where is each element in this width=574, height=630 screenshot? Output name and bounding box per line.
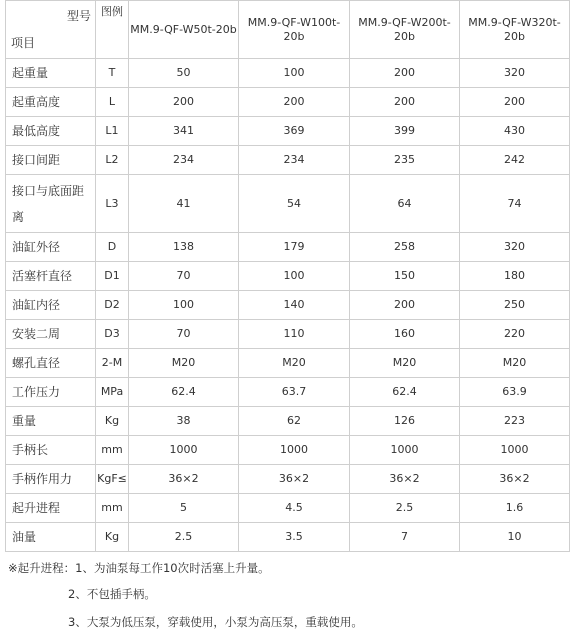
- value-cell: 3.5: [239, 523, 350, 552]
- value-cell: 63.9: [460, 378, 570, 407]
- value-cell: 150: [350, 262, 460, 291]
- value-cell: 369: [239, 117, 350, 146]
- value-cell: 320: [460, 59, 570, 88]
- symbol-cell: T: [96, 59, 129, 88]
- value-cell: 1000: [350, 436, 460, 465]
- value-cell: M20: [129, 349, 239, 378]
- value-cell: 200: [350, 88, 460, 117]
- table-row: [6, 291, 570, 320]
- row-name-cell: 油缸外径: [6, 233, 96, 262]
- note-line: 3、大泵为低压泵，穿载使用，小泵为高压泵，重载使用。: [68, 615, 363, 629]
- row-name-cell: 最低高度: [6, 117, 96, 146]
- value-cell: 100: [129, 291, 239, 320]
- model-header-cell: [350, 1, 460, 59]
- row-name-cell: 起重高度: [6, 88, 96, 117]
- row-name-cell: 接口间距: [6, 146, 96, 175]
- value-cell: M20: [239, 349, 350, 378]
- note-line: ※起升进程：1、为油泵每工作10次时活塞上升量。: [8, 561, 270, 575]
- symbol-cell: L: [96, 88, 129, 117]
- value-cell: 100: [239, 59, 350, 88]
- symbol-cell: L1: [96, 117, 129, 146]
- value-cell: 36×2: [129, 465, 239, 494]
- table-row: [6, 320, 570, 349]
- value-cell: M20: [460, 349, 570, 378]
- symbol-cell: D3: [96, 320, 129, 349]
- value-cell: 250: [460, 291, 570, 320]
- value-cell: 1.6: [460, 494, 570, 523]
- symbol-cell: mm: [96, 436, 129, 465]
- value-cell: 2.5: [350, 494, 460, 523]
- table-row: [6, 88, 570, 117]
- symbol-label: 图例: [101, 5, 123, 18]
- value-cell: 242: [460, 146, 570, 175]
- row-name-cell: 起重量: [6, 59, 96, 88]
- model-label: 型号: [66, 9, 91, 23]
- table-row: [6, 378, 570, 407]
- model-name: MM.9-QF-W200t-20b: [358, 16, 451, 43]
- row-name-cell: 工作压力: [6, 378, 96, 407]
- value-cell: 54: [239, 175, 350, 233]
- value-cell: M20: [350, 349, 460, 378]
- table-row: [6, 407, 570, 436]
- row-name-cell: 起升进程: [6, 494, 96, 523]
- value-cell: 140: [239, 291, 350, 320]
- row-name-cell: 手柄长: [6, 436, 96, 465]
- row-name-cell: 接口与底面距离: [6, 175, 96, 233]
- row-name-cell: 手柄作用力: [6, 465, 96, 494]
- value-cell: 200: [350, 291, 460, 320]
- value-cell: 70: [129, 320, 239, 349]
- value-cell: 200: [350, 59, 460, 88]
- header-corner-cell: [6, 1, 96, 59]
- note-line: 2、不包插手柄。: [68, 587, 156, 601]
- table-row: [6, 465, 570, 494]
- value-cell: 38: [129, 407, 239, 436]
- value-cell: 220: [460, 320, 570, 349]
- symbol-cell: D2: [96, 291, 129, 320]
- symbol-cell: D: [96, 233, 129, 262]
- table-row: [6, 146, 570, 175]
- model-header-cell: [239, 1, 350, 59]
- value-cell: 62.4: [350, 378, 460, 407]
- value-cell: 5: [129, 494, 239, 523]
- row-name-cell: 螺孔直径: [6, 349, 96, 378]
- value-cell: 36×2: [460, 465, 570, 494]
- value-cell: 430: [460, 117, 570, 146]
- symbol-cell: mm: [96, 494, 129, 523]
- value-cell: 62: [239, 407, 350, 436]
- table-row: [6, 349, 570, 378]
- value-cell: 62.4: [129, 378, 239, 407]
- value-cell: 36×2: [350, 465, 460, 494]
- value-cell: 1000: [460, 436, 570, 465]
- row-name-cell: 重量: [6, 407, 96, 436]
- value-cell: 341: [129, 117, 239, 146]
- value-cell: 138: [129, 233, 239, 262]
- value-cell: 320: [460, 233, 570, 262]
- value-cell: 41: [129, 175, 239, 233]
- row-name-cell: 活塞杆直径: [6, 262, 96, 291]
- value-cell: 7: [350, 523, 460, 552]
- value-cell: 50: [129, 59, 239, 88]
- table-row: [6, 233, 570, 262]
- symbol-cell: L3: [96, 175, 129, 233]
- value-cell: 200: [129, 88, 239, 117]
- value-cell: 1000: [129, 436, 239, 465]
- value-cell: 4.5: [239, 494, 350, 523]
- value-cell: 2.5: [129, 523, 239, 552]
- table-row: [6, 59, 570, 88]
- value-cell: 63.7: [239, 378, 350, 407]
- table-row: [6, 117, 570, 146]
- model-name: MM.9-QF-W50t-20b: [130, 22, 237, 36]
- value-cell: 200: [460, 88, 570, 117]
- table-row: [6, 494, 570, 523]
- symbol-cell: D1: [96, 262, 129, 291]
- value-cell: 179: [239, 233, 350, 262]
- model-header-cell: [129, 1, 239, 59]
- symbol-cell: MPa: [96, 378, 129, 407]
- symbol-cell: L2: [96, 146, 129, 175]
- value-cell: 110: [239, 320, 350, 349]
- value-cell: 70: [129, 262, 239, 291]
- model-name: MM.9-QF-W320t-20b: [468, 16, 561, 43]
- row-name-cell: 安装二周: [6, 320, 96, 349]
- symbol-cell: Kg: [96, 523, 129, 552]
- value-cell: 180: [460, 262, 570, 291]
- table-row: [6, 436, 570, 465]
- symbol-header-cell: [96, 1, 129, 59]
- value-cell: 200: [239, 88, 350, 117]
- value-cell: 223: [460, 407, 570, 436]
- value-cell: 10: [460, 523, 570, 552]
- value-cell: 100: [239, 262, 350, 291]
- symbol-cell: 2-M: [96, 349, 129, 378]
- value-cell: 258: [350, 233, 460, 262]
- spec-table: [5, 0, 570, 552]
- row-name-cell: 油缸内径: [6, 291, 96, 320]
- table-row: [6, 262, 570, 291]
- value-cell: 74: [460, 175, 570, 233]
- value-cell: 36×2: [239, 465, 350, 494]
- table-row: [6, 523, 570, 552]
- model-header-cell: [460, 1, 570, 59]
- value-cell: 64: [350, 175, 460, 233]
- model-name: MM.9-QF-W100t-20b: [247, 16, 341, 43]
- header-row: [6, 1, 570, 59]
- value-cell: 234: [239, 146, 350, 175]
- value-cell: 1000: [239, 436, 350, 465]
- value-cell: 399: [350, 117, 460, 146]
- item-label: 项目: [11, 36, 36, 50]
- value-cell: 234: [129, 146, 239, 175]
- row-name-cell: 油量: [6, 523, 96, 552]
- symbol-cell: KgF≤: [96, 465, 129, 494]
- value-cell: 235: [350, 146, 460, 175]
- value-cell: 160: [350, 320, 460, 349]
- symbol-cell: Kg: [96, 407, 129, 436]
- table-row: [6, 175, 570, 233]
- value-cell: 126: [350, 407, 460, 436]
